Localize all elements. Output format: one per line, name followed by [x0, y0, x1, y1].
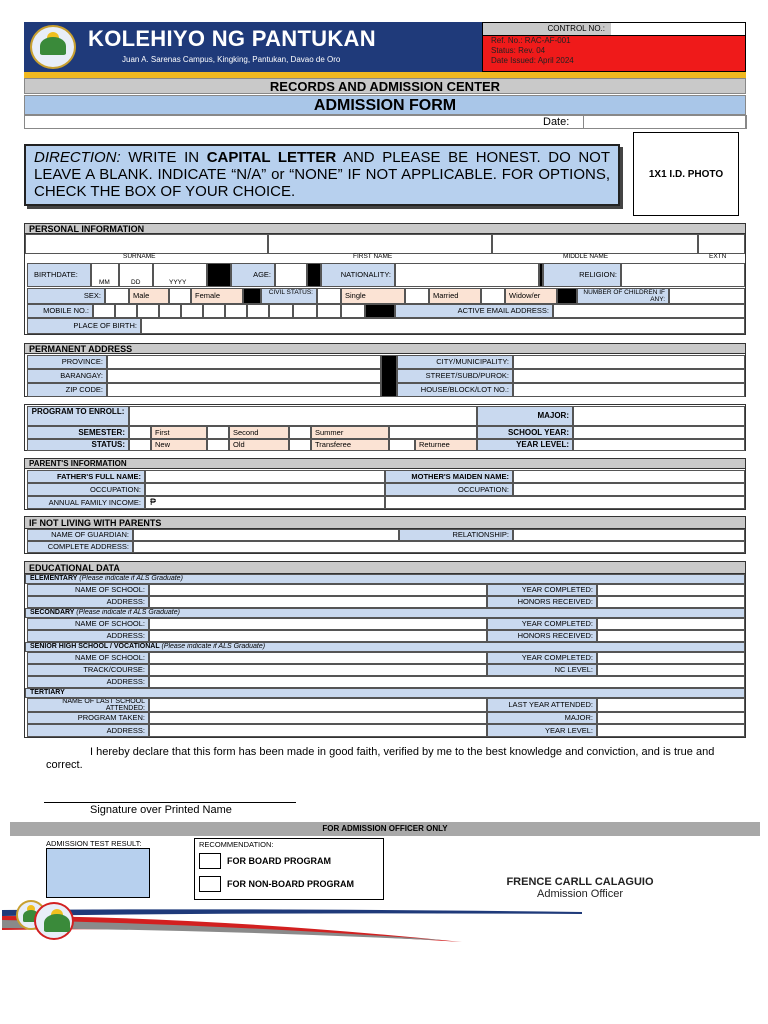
- house-field[interactable]: [513, 383, 745, 397]
- city-label: CITY/MUNICIPALITY:: [397, 355, 513, 369]
- tertiary-address-field[interactable]: [149, 724, 487, 737]
- status-text: Status: Rev. 04: [491, 46, 546, 55]
- blank-cell: [389, 426, 477, 439]
- direction-label: DIRECTION:: [34, 149, 121, 166]
- tertiary-major-field[interactable]: [597, 712, 745, 724]
- major-field[interactable]: [573, 406, 745, 426]
- mobile-digit[interactable]: [181, 304, 203, 318]
- city-field[interactable]: [513, 355, 745, 369]
- sec-school-field[interactable]: [149, 618, 487, 630]
- first-name-label: FIRST NAME: [353, 253, 393, 260]
- mobile-digit[interactable]: [247, 304, 269, 318]
- female-checkbox[interactable]: [169, 288, 191, 304]
- religion-field[interactable]: [621, 263, 745, 287]
- form-title: ADMISSION FORM: [24, 95, 746, 115]
- footer-swoosh: [2, 896, 682, 948]
- guardian-address-label: COMPLETE ADDRESS:: [27, 541, 133, 553]
- first-sem-option: First: [151, 426, 207, 439]
- province-field[interactable]: [107, 355, 381, 369]
- program-taken-field[interactable]: [149, 712, 487, 724]
- barangay-label: BARANGAY:: [27, 369, 107, 383]
- dd-label: DD: [131, 279, 141, 286]
- mm-label: MM: [99, 279, 110, 286]
- mobile-digit[interactable]: [293, 304, 317, 318]
- school-name: KOLEHIYO NG PANTUKAN: [88, 26, 376, 51]
- school-header: [24, 22, 482, 72]
- email-field[interactable]: [553, 304, 745, 318]
- shs-track-field[interactable]: [149, 664, 487, 676]
- elementary-header: ELEMENTARY (Please indicate if ALS Graduate): [25, 574, 745, 584]
- second-sem-checkbox[interactable]: [207, 426, 229, 439]
- first-sem-checkbox[interactable]: [129, 426, 151, 439]
- street-field[interactable]: [513, 369, 745, 383]
- mobile-digit[interactable]: [341, 304, 365, 318]
- shs-year-label: YEAR COMPLETED:: [487, 652, 597, 664]
- transferee-checkbox[interactable]: [289, 439, 311, 451]
- single-checkbox[interactable]: [317, 288, 341, 304]
- school-year-field[interactable]: [573, 426, 745, 439]
- old-checkbox[interactable]: [207, 439, 229, 451]
- first-name-field[interactable]: [268, 234, 492, 254]
- signature-label: Signature over Printed Name: [90, 804, 232, 816]
- year-level-label: YEAR LEVEL:: [477, 439, 573, 451]
- school-seal-icon: [30, 25, 76, 69]
- last-year-field[interactable]: [597, 698, 745, 712]
- guardian-section: [24, 516, 746, 554]
- surname-field[interactable]: [25, 234, 268, 254]
- guardian-title: IF NOT LIVING WITH PARENTS: [25, 517, 745, 529]
- province-label: PROVINCE:: [27, 355, 107, 369]
- guardian-name-label: NAME OF GUARDIAN:: [27, 529, 133, 541]
- major-label: MAJOR:: [477, 406, 573, 426]
- mobile-digit[interactable]: [93, 304, 115, 318]
- pob-field[interactable]: [141, 318, 745, 334]
- permanent-section: [24, 343, 746, 397]
- male-option: Male: [129, 288, 169, 304]
- nc-level-field[interactable]: [597, 664, 745, 676]
- single-option: Single: [341, 288, 405, 304]
- nonboard-checkbox[interactable]: [199, 876, 221, 892]
- tertiary-major-label: MAJOR:: [487, 712, 597, 724]
- black-divider: [243, 288, 261, 304]
- declaration-text: I hereby declare that this form has been made in good faith, verified by me to the best knowledge and conviction, and is true and correct.: [46, 746, 715, 771]
- center-title: RECORDS AND ADMISSION CENTER: [24, 78, 746, 94]
- religion-label: RELIGION:: [543, 263, 621, 287]
- mobile-digit[interactable]: [115, 304, 137, 318]
- last-school-label: NAME OF LAST SCHOOL ATTENDED:: [27, 698, 149, 712]
- relationship-field[interactable]: [513, 529, 745, 541]
- recommendation-box: [194, 838, 384, 900]
- new-checkbox[interactable]: [129, 439, 151, 451]
- elem-year-label: YEAR COMPLETED:: [487, 584, 597, 596]
- middle-name-field[interactable]: [492, 234, 698, 254]
- children-field[interactable]: [669, 288, 745, 304]
- blank-cell: [385, 496, 745, 509]
- mobile-digit[interactable]: [317, 304, 341, 318]
- black-divider: [381, 355, 397, 397]
- mobile-digit[interactable]: [159, 304, 181, 318]
- school-address: Juan A. Sarenas Campus, Kingking, Pantukan, Davao de Oro: [122, 55, 341, 64]
- elem-address-label: ADDRESS:: [27, 596, 149, 608]
- transferee-option: Transferee: [311, 439, 389, 451]
- mother-label: MOTHER'S MAIDEN NAME:: [385, 470, 513, 483]
- shs-header: SENIOR HIGH SCHOOL / VOCATIONAL (Please indicate if ALS Graduate): [25, 642, 745, 652]
- parents-title: PARENT'S INFORMATION: [25, 459, 745, 469]
- elem-honors-field[interactable]: [597, 596, 745, 608]
- black-divider: [307, 263, 321, 287]
- date-field[interactable]: [583, 115, 747, 129]
- date-label: Date:: [543, 116, 570, 128]
- mobile-digit[interactable]: [269, 304, 293, 318]
- black-divider: [207, 263, 231, 287]
- extn-field[interactable]: [698, 234, 745, 254]
- control-no-label: CONTROL NO.:: [483, 23, 611, 35]
- sec-address-label: ADDRESS:: [27, 630, 149, 642]
- sec-school-label: NAME OF SCHOOL:: [27, 618, 149, 630]
- status-label: STATUS:: [27, 439, 129, 451]
- birthdate-label: BIRTHDATE:: [27, 263, 91, 287]
- shs-school-field[interactable]: [149, 652, 487, 664]
- elem-school-field[interactable]: [149, 584, 487, 596]
- sec-honors-field[interactable]: [597, 630, 745, 642]
- father-occupation-label: OCCUPATION:: [27, 483, 145, 496]
- officer-name: FRENCE CARLL CALAGUIO: [506, 876, 654, 888]
- shs-address-field[interactable]: [149, 676, 745, 688]
- elem-honors-label: HONORS RECEIVED:: [487, 596, 597, 608]
- mother-occupation-label: OCCUPATION:: [385, 483, 513, 496]
- returnee-checkbox[interactable]: [389, 439, 415, 451]
- guardian-name-field[interactable]: [133, 529, 399, 541]
- father-field[interactable]: [145, 470, 385, 483]
- elem-year-field[interactable]: [597, 584, 745, 596]
- yyyy-label: YYYY: [169, 279, 187, 286]
- program-taken-label: PROGRAM TAKEN:: [27, 712, 149, 724]
- married-option: Married: [429, 288, 481, 304]
- house-label: HOUSE/BLOCK/LOT NO.:: [397, 383, 513, 397]
- second-sem-option: Second: [229, 426, 289, 439]
- date-issued: Date Issued: April 2024: [491, 56, 574, 65]
- nationality-field[interactable]: [395, 263, 539, 287]
- surname-label: SURNAME: [123, 253, 156, 260]
- new-option: New: [151, 439, 207, 451]
- last-school-field[interactable]: [149, 698, 487, 712]
- recommendation-label: RECOMMENDATION:: [199, 840, 274, 849]
- year-level-field[interactable]: [573, 439, 745, 451]
- guardian-address-field[interactable]: [133, 541, 745, 553]
- father-label: FATHER'S FULL NAME:: [27, 470, 145, 483]
- test-result-label: ADMISSION TEST RESULT:: [46, 839, 142, 848]
- personal-section: [24, 223, 746, 335]
- income-field[interactable]: ₱: [145, 496, 385, 509]
- zip-label: ZIP CODE:: [27, 383, 107, 397]
- civil-status-label: CIVIL STATUS:: [261, 288, 317, 304]
- returnee-option: Returnee: [415, 439, 477, 451]
- barangay-field[interactable]: [107, 369, 381, 383]
- parents-section: [24, 458, 746, 510]
- secondary-header: SECONDARY (Please indicate if ALS Graduate): [25, 608, 745, 618]
- shs-track-label: TRACK/COURSE:: [27, 664, 149, 676]
- program-field[interactable]: [129, 406, 477, 426]
- sec-year-field[interactable]: [597, 618, 745, 630]
- ref-no: Ref. No.: RAC-AF-001: [491, 36, 571, 45]
- direction-box: DIRECTION: WRITE IN CAPITAL LETTER AND PLEASE BE HONEST. DO NOT LEAVE A BLANK. INDICATE “N/A” or “NONE” IF NOT APPLICABLE. FOR OPTIONS, CHECK THE BOX OF YOUR CHOICE.: [24, 144, 620, 206]
- relationship-label: RELATIONSHIP:: [399, 529, 513, 541]
- widower-option: Widow/er: [505, 288, 557, 304]
- elem-school-label: NAME OF SCHOOL:: [27, 584, 149, 596]
- program-label: PROGRAM TO ENROLL:: [27, 406, 129, 426]
- tertiary-header: TERTIARY: [25, 688, 745, 698]
- zip-field[interactable]: [107, 383, 381, 397]
- nonboard-option: FOR NON-BOARD PROGRAM: [227, 879, 354, 889]
- shs-year-field[interactable]: [597, 652, 745, 664]
- extn-label: EXTN: [709, 253, 727, 260]
- summer-option: Summer: [311, 426, 389, 439]
- middle-name-label: MIDDLE NAME: [563, 253, 609, 260]
- ref-box: [482, 36, 746, 72]
- test-result-field[interactable]: [46, 848, 150, 898]
- shs-address-label: ADDRESS:: [27, 676, 149, 688]
- semester-label: SEMESTER:: [27, 426, 129, 439]
- mother-occupation-field[interactable]: [513, 483, 745, 496]
- mobile-label: MOBILE NO.:: [27, 304, 93, 318]
- children-label: NUMBER OF CHILDREN IF ANY:: [577, 288, 669, 304]
- date-row: [24, 115, 746, 129]
- street-label: STREET/SUBD/PUROK:: [397, 369, 513, 383]
- board-option: FOR BOARD PROGRAM: [227, 856, 331, 866]
- age-label: AGE:: [231, 263, 275, 287]
- signature-line[interactable]: [44, 802, 296, 803]
- married-checkbox[interactable]: [405, 288, 429, 304]
- mother-field[interactable]: [513, 470, 745, 483]
- tertiary-year-level-field[interactable]: [597, 724, 745, 737]
- permanent-title: PERMANENT ADDRESS: [25, 344, 745, 354]
- email-label: ACTIVE EMAIL ADDRESS:: [395, 304, 553, 318]
- tertiary-year-level-label: YEAR LEVEL:: [487, 724, 597, 737]
- last-year-label: LAST YEAR ATTENDED:: [487, 698, 597, 712]
- widower-checkbox[interactable]: [481, 288, 505, 304]
- officer-role: Admission Officer: [537, 888, 623, 900]
- footer-logo-icon: [34, 902, 74, 940]
- tertiary-address-label: ADDRESS:: [27, 724, 149, 737]
- black-divider: [557, 288, 577, 304]
- nationality-label: NATIONALITY:: [321, 263, 395, 287]
- personal-title: PERSONAL INFORMATION: [25, 224, 745, 234]
- age-field[interactable]: [275, 263, 307, 287]
- sex-label: SEX:: [27, 288, 105, 304]
- elem-address-field[interactable]: [149, 596, 487, 608]
- father-occupation-field[interactable]: [145, 483, 385, 496]
- school-year-label: SCHOOL YEAR:: [477, 426, 573, 439]
- capital-letter: CAPITAL LETTER: [206, 149, 337, 166]
- board-checkbox[interactable]: [199, 853, 221, 869]
- education-section: [24, 561, 746, 738]
- id-photo-box[interactable]: 1X1 I.D. PHOTO: [633, 132, 739, 216]
- shs-school-label: NAME OF SCHOOL:: [27, 652, 149, 664]
- black-divider: [365, 304, 395, 318]
- old-option: Old: [229, 439, 289, 451]
- mobile-digit[interactable]: [225, 304, 247, 318]
- female-option: Female: [191, 288, 243, 304]
- education-title: EDUCATIONAL DATA: [25, 562, 745, 574]
- control-block: [482, 22, 746, 72]
- sec-year-label: YEAR COMPLETED:: [487, 618, 597, 630]
- sec-honors-label: HONORS RECEIVED:: [487, 630, 597, 642]
- income-label: ANNUAL FAMILY INCOME:: [27, 496, 145, 509]
- program-section: [24, 404, 746, 451]
- mobile-digit[interactable]: [203, 304, 225, 318]
- sec-address-field[interactable]: [149, 630, 487, 642]
- pob-label: PLACE OF BIRTH:: [27, 318, 141, 334]
- summer-checkbox[interactable]: [289, 426, 311, 439]
- mobile-digit[interactable]: [137, 304, 159, 318]
- officer-bar: FOR ADMISSION OFFICER ONLY: [10, 822, 760, 836]
- nc-level-label: NC LEVEL:: [487, 664, 597, 676]
- male-checkbox[interactable]: [105, 288, 129, 304]
